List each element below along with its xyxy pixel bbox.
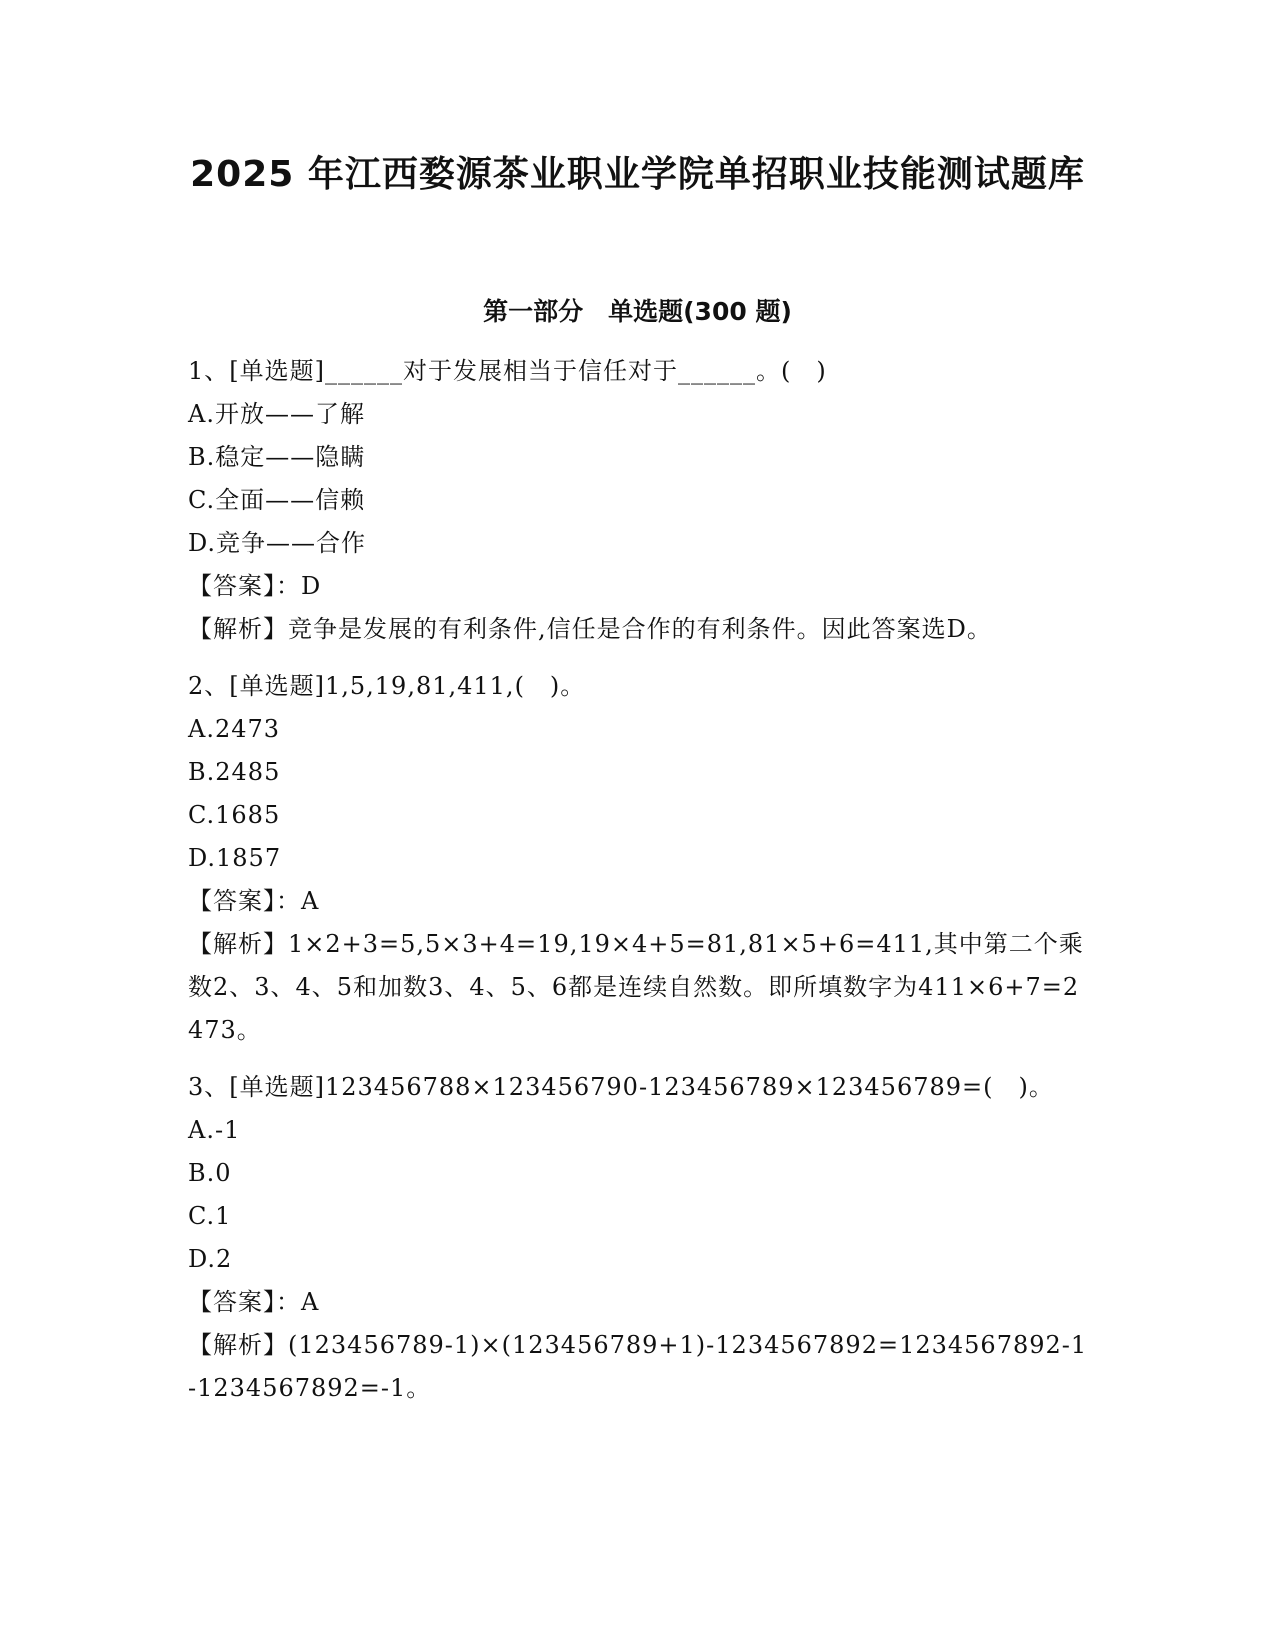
option-d: D.竞争——合作 (188, 529, 367, 557)
question-2 (188, 665, 1088, 1052)
option-b: B.2485 (188, 758, 281, 786)
question-stem: 2、[单选题]1,5,19,81,411,( )。 (188, 672, 586, 700)
option-b: B.0 (188, 1159, 232, 1187)
option-b: B.稳定——隐瞒 (188, 443, 366, 471)
section-title: 第一部分 单选题(300 题) (483, 297, 792, 326)
document-title: 2025 年江西婺源茶业职业学院单招职业技能测试题库 (190, 154, 1085, 195)
answer: 【答案】：A (188, 1288, 320, 1316)
explanation: 【解析】1×2+3=5,5×3+4=19,19×4+5=81,81×5+6=411,其中第二个乘数2、3、4、5和加数3、4、5、6都是连续自然数。即所填数字为411×6+7=2473。 (188, 930, 1084, 1044)
option-d: D.2 (188, 1245, 233, 1273)
option-a: A.-1 (188, 1116, 241, 1144)
question-stem: 3、[单选题]123456788×123456790-123456789×123456789=( )。 (188, 1073, 1054, 1101)
question-stem: 1、[单选题]______对于发展相当于信任对于______。( ) (188, 357, 827, 385)
option-d: D.1857 (188, 844, 282, 872)
explanation: 【解析】竞争是发展的有利条件,信任是合作的有利条件。因此答案选D。 (188, 615, 992, 643)
answer: 【答案】：D (188, 572, 322, 600)
option-c: C.1 (188, 1202, 232, 1230)
explanation: 【解析】(123456789-1)×(123456789+1)-1234567892=1234567892-1-1234567892=-1。 (188, 1331, 1088, 1402)
option-c: C.1685 (188, 801, 281, 829)
question-list (188, 350, 1088, 1424)
option-a: A.开放——了解 (188, 400, 365, 428)
answer: 【答案】：A (188, 887, 320, 915)
question-1 (188, 350, 1088, 651)
question-3 (188, 1066, 1088, 1410)
option-c: C.全面——信赖 (188, 486, 366, 514)
option-a: A.2473 (188, 715, 281, 743)
